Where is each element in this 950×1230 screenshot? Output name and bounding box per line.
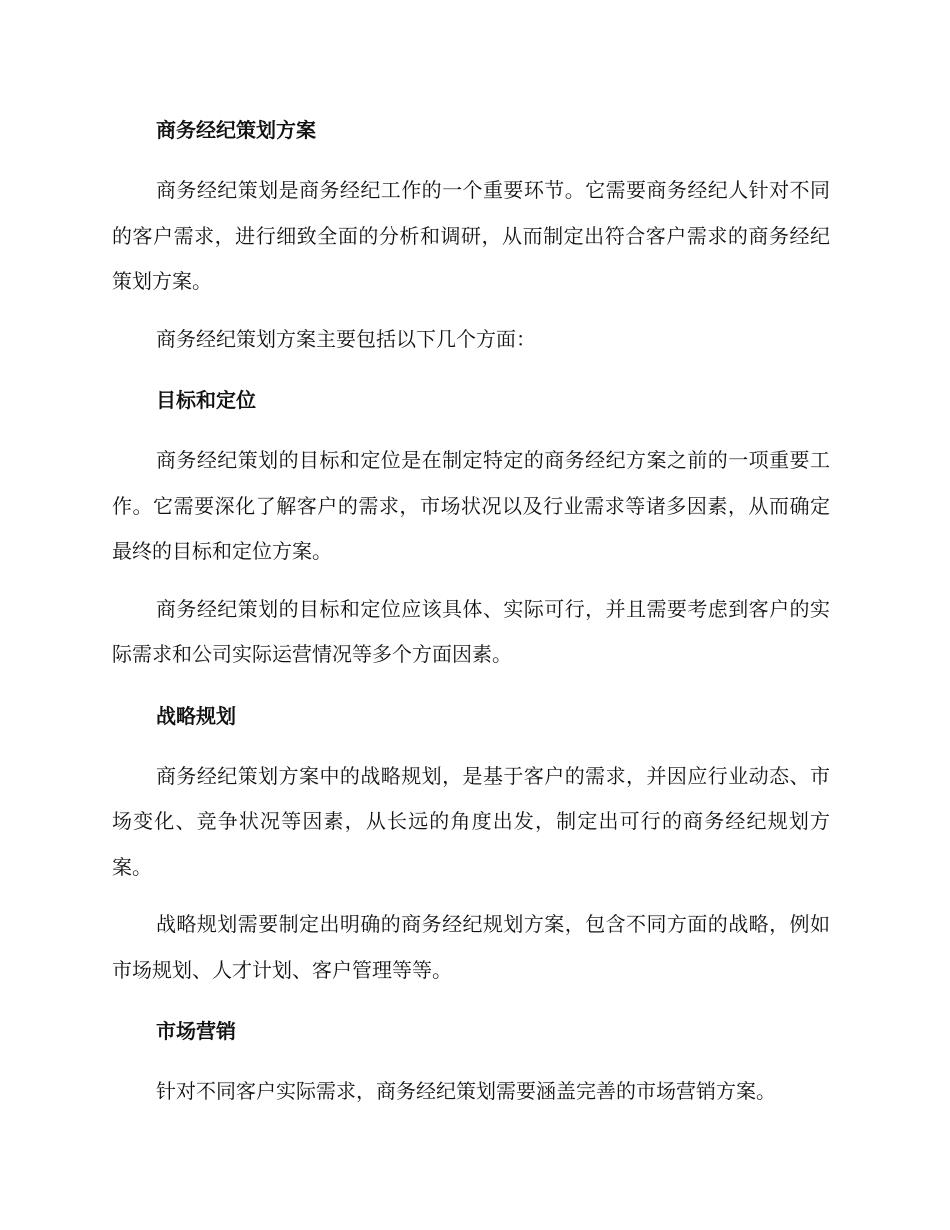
section-paragraph: 战略规划需要制定出明确的商务经纪规划方案，包含不同方面的战略，例如市场规划、人才计划、客户管理等等。 <box>112 912 830 982</box>
intro-paragraph: 商务经纪策划是商务经纪工作的一个重要环节。它需要商务经纪人针对不同的客户需求，进行细致全面的分析和调研，从而制定出符合客户需求的商务经纪策划方案。 <box>112 178 830 293</box>
intro-paragraph: 商务经纪策划方案主要包括以下几个方面： <box>156 326 536 351</box>
section-heading-marketing: 市场营销 <box>156 1019 236 1043</box>
document-body <box>112 112 830 1115</box>
section-paragraph: 商务经纪策划方案中的战略规划，是基于客户的需求，并因应行业动态、市场变化、竞争状况等因素，从长远的角度出发，制定出可行的商务经纪规划方案。 <box>112 763 830 879</box>
section-heading-goals: 目标和定位 <box>156 388 256 412</box>
section-paragraph: 针对不同客户实际需求，商务经纪策划需要涵盖完善的市场营销方案。 <box>156 1079 776 1103</box>
document-title: 商务经纪策划方案 <box>156 118 316 142</box>
section-heading-strategy: 战略规划 <box>156 703 236 728</box>
section-paragraph: 商务经纪策划的目标和定位应该具体、实际可行，并且需要考虑到客户的实际需求和公司实际运营情况等多个方面因素。 <box>112 596 830 666</box>
section-paragraph: 商务经纪策划的目标和定位是在制定特定的商务经纪方案之前的一项重要工作。它需要深化了解客户的需求，市场状况以及行业需求等诸多因素，从而确定最终的目标和定位方案。 <box>112 448 830 563</box>
